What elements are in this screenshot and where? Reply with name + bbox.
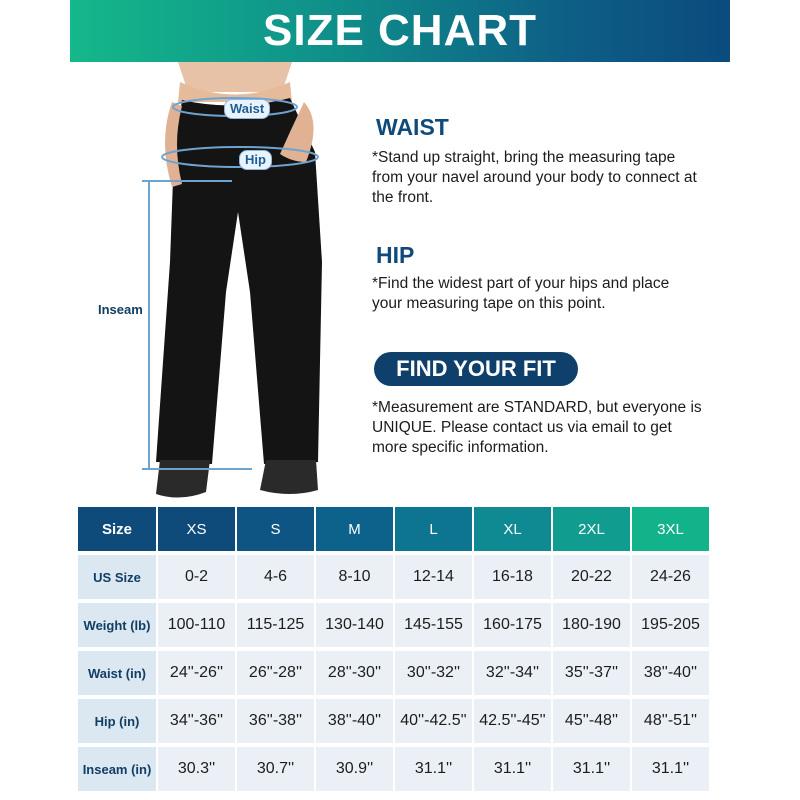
table-cell: 8-10	[316, 555, 393, 599]
table-cell: 36''-38''	[237, 699, 314, 743]
inseam-measure-line	[148, 180, 150, 470]
table-cell: 12-14	[395, 555, 472, 599]
table-cell: 30.9''	[316, 747, 393, 791]
hip-heading: HIP	[376, 242, 415, 268]
row-label: US Size	[78, 555, 156, 599]
table-cell: 31.1''	[395, 747, 472, 791]
table-row	[78, 603, 709, 647]
table-cell: 100-110	[158, 603, 235, 647]
table-cell: 30.3''	[158, 747, 235, 791]
table-cell: 48''-51''	[632, 699, 709, 743]
table-cell: 45''-48''	[553, 699, 630, 743]
table-row	[78, 651, 709, 695]
row-label: Weight (lb)	[78, 603, 156, 647]
waist-instructions: *Stand up straight, bring the measuring tape from your navel around your body to connect at the front.	[372, 149, 697, 206]
waist-tape-label: Waist	[224, 99, 270, 119]
hip-tape-label: Hip	[239, 150, 272, 170]
table-cell: 38''-40''	[632, 651, 709, 695]
table-cell: 31.1''	[632, 747, 709, 791]
table-cell: 16-18	[474, 555, 551, 599]
inseam-top-marker	[142, 180, 232, 182]
table-cell: 38''-40''	[316, 699, 393, 743]
table-cell: 42.5''-45''	[474, 699, 551, 743]
pants-model-image	[60, 62, 360, 502]
table-cell: 26''-28''	[237, 651, 314, 695]
row-label: Waist (in)	[78, 651, 156, 695]
table-row	[78, 699, 709, 743]
fit-note: *Measurement are STANDARD, but everyone is UNIQUE. Please contact us via email to get more specific information.	[372, 399, 702, 456]
table-cell: 31.1''	[474, 747, 551, 791]
size-header-label: Size	[78, 507, 156, 551]
row-label: Hip (in)	[78, 699, 156, 743]
row-label: Inseam (in)	[78, 747, 156, 791]
table-cell: 24''-26''	[158, 651, 235, 695]
size-header-cell: M	[316, 507, 393, 551]
table-cell: 24-26	[632, 555, 709, 599]
table-cell: 145-155	[395, 603, 472, 647]
table-cell: 0-2	[158, 555, 235, 599]
table-cell: 180-190	[553, 603, 630, 647]
page-title: SIZE CHART	[263, 6, 537, 55]
size-header-cell: 3XL	[632, 507, 709, 551]
table-cell: 35''-37''	[553, 651, 630, 695]
model-figure	[60, 62, 360, 502]
size-header-cell: 2XL	[553, 507, 630, 551]
hip-instructions: *Find the widest part of your hips and place your measuring tape on this point.	[372, 275, 670, 312]
table-cell: 28''-30''	[316, 651, 393, 695]
size-header-cell: XL	[474, 507, 551, 551]
table-row	[78, 555, 709, 599]
table-cell: 32''-34''	[474, 651, 551, 695]
title-banner	[70, 0, 730, 62]
waist-heading: WAIST	[376, 114, 449, 140]
size-table	[76, 503, 711, 795]
table-cell: 40''-42.5''	[395, 699, 472, 743]
table-cell: 4-6	[237, 555, 314, 599]
table-cell: 160-175	[474, 603, 551, 647]
size-header-cell: L	[395, 507, 472, 551]
inseam-bottom-marker	[142, 468, 252, 470]
table-cell: 30''-32''	[395, 651, 472, 695]
size-header-cell: XS	[158, 507, 235, 551]
table-cell: 30.7''	[237, 747, 314, 791]
table-cell: 195-205	[632, 603, 709, 647]
table-cell: 115-125	[237, 603, 314, 647]
size-header-row	[78, 507, 709, 551]
table-cell: 130-140	[316, 603, 393, 647]
find-your-fit-badge: FIND YOUR FIT	[374, 352, 578, 386]
size-header-cell: S	[237, 507, 314, 551]
table-cell: 31.1''	[553, 747, 630, 791]
table-cell: 34''-36''	[158, 699, 235, 743]
inseam-label: Inseam	[98, 302, 143, 317]
table-row	[78, 747, 709, 791]
table-cell: 20-22	[553, 555, 630, 599]
